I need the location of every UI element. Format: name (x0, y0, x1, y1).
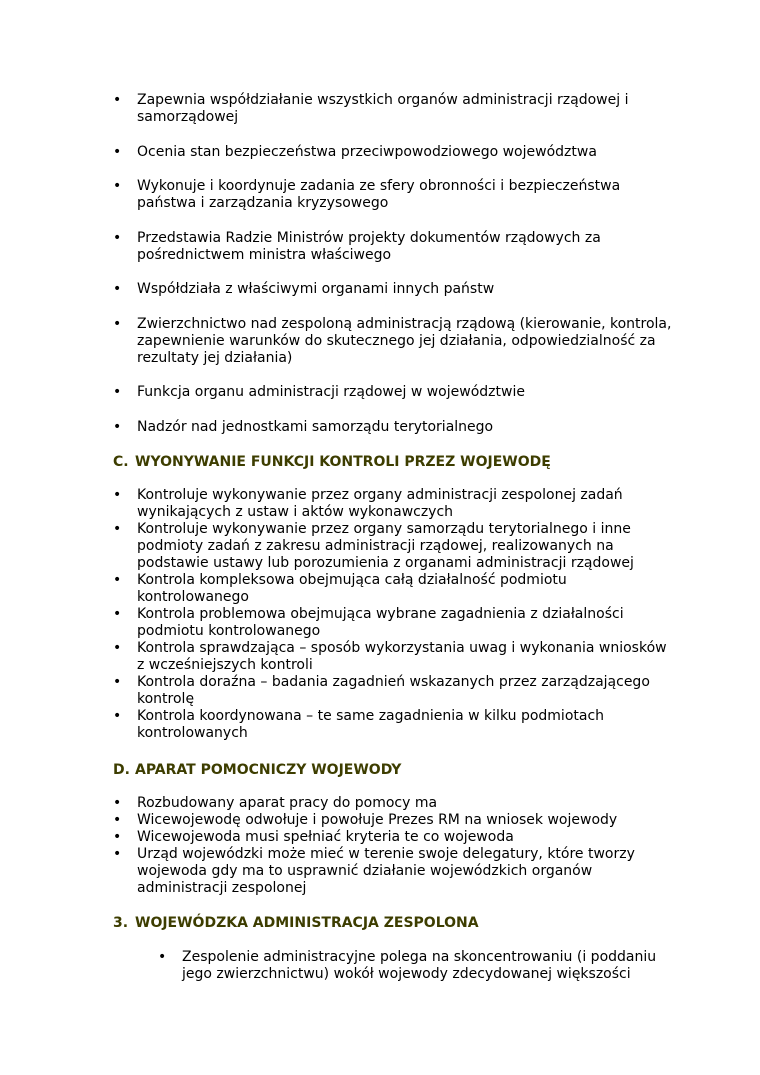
list-item-text: Wicewojewoda musi spełniać kryteria te co wojewoda (137, 829, 514, 845)
list-item (113, 829, 673, 846)
bullet-icon: • (113, 315, 122, 332)
list-item-text: Zwierzchnictwo nad zespoloną administracją rządową (kierowanie, kontrola, zapewnienie warunków do skutecznego jej działania, odpowiedzialność za rezultaty jej działania) (137, 315, 672, 366)
list-item (113, 384, 673, 401)
bullet-icon: • (113, 384, 122, 400)
list-item-text: Kontrola doraźna – badania zagadnień wskazanych przez zarządzającego kontrolę (137, 674, 650, 707)
bullet-icon: • (113, 812, 122, 828)
list-item-text: Urząd wojewódzki może mieć w terenie swoje delegatury, które tworzy wojewoda gdy ma to usprawnić działanie wojewódzkich organów administracji zespolonej (137, 846, 635, 896)
bullet-icon: • (113, 521, 122, 537)
list-item-text: Rozbudowany aparat pracy do pomocy ma (137, 795, 438, 811)
list-item (113, 144, 673, 161)
bullet-icon: • (113, 143, 122, 160)
list-item-text: Wykonuje i koordynuje zadania ze sfery obronności i bezpieczeństwa państwa i zarządzania kryzysowego (137, 178, 621, 211)
section-title: WOJEWÓDZKA ADMINISTRACJA ZESPOLONA (135, 915, 479, 931)
list-item (113, 708, 673, 742)
bullet-icon: • (113, 92, 122, 108)
list-item (113, 178, 673, 212)
bullet-icon: • (113, 674, 122, 690)
section-number: 3. (113, 915, 129, 931)
section-heading-c (113, 454, 551, 471)
bullet-icon: • (113, 708, 122, 724)
bullet-list-c (113, 487, 673, 742)
list-item-text: Zespolenie administracyjne polega na skoncentrowaniu (i poddaniu jego zwierzchnictwu) wokół wojewody zdecydowanej większości (182, 949, 657, 982)
list-item (113, 572, 673, 606)
list-item (113, 640, 673, 674)
bullet-icon: • (113, 640, 122, 656)
list-item-text: Ocenia stan bezpieczeństwa przeciwpowodziowego województwa (137, 143, 597, 160)
list-item-text: Kontrola kompleksowa obejmująca całą działalność podmiotu kontrolowanego (137, 572, 567, 605)
bullet-icon: • (113, 846, 122, 862)
list-item (113, 795, 673, 812)
bullet-icon: • (113, 487, 122, 503)
bullet-icon: • (113, 418, 122, 435)
section-title: WYONYWANIE FUNKCJI KONTROLI PRZEZ WOJEWODĘ (135, 454, 551, 470)
list-item (113, 281, 673, 298)
bullet-icon: • (113, 281, 122, 297)
list-item-text: Przedstawia Radzie Ministrów projekty dokumentów rządowych za pośrednictwem ministra właściwego (137, 229, 601, 263)
bullet-list-a (113, 92, 673, 453)
bullet-list-3 (158, 949, 658, 983)
bullet-icon: • (158, 949, 167, 965)
list-item-text: Kontrola koordynowana – te same zagadnienia w kilku podmiotach kontrolowanych (137, 708, 605, 741)
bullet-icon: • (113, 178, 122, 194)
list-item-text: Kontroluje wykonywanie przez organy samorządu terytorialnego i inne podmioty zadań z zakresu administracji rządowej, realizowanych na podstawie ustawy lub porozumienia z organami administracji rządowej (137, 521, 634, 571)
section-heading-d (113, 762, 401, 779)
list-item-text: Współdziała z właściwymi organami innych państw (137, 281, 495, 297)
list-item-text: Wicewojewodę odwołuje i powołuje Prezes RM na wniosek wojewody (137, 812, 618, 828)
list-item (113, 487, 673, 521)
bullet-icon: • (113, 229, 122, 246)
list-item-text: Kontroluje wykonywanie przez organy administracji zespolonej zadań wynikających z ustaw i aktów wykonawczych (137, 487, 623, 520)
list-item (113, 674, 673, 708)
list-item-text: Kontrola sprawdzająca – sposób wykorzystania uwag i wykonania wniosków z wcześniejszych kontroli (137, 640, 667, 673)
list-item (113, 812, 673, 829)
list-item (113, 521, 673, 572)
section-number: C. (113, 454, 129, 470)
bullet-icon: • (113, 829, 122, 845)
list-item (113, 92, 673, 126)
list-item-text: Nadzór nad jednostkami samorządu terytorialnego (137, 418, 494, 435)
section-heading-3 (113, 915, 479, 932)
bullet-icon: • (113, 606, 122, 622)
list-item (113, 230, 673, 264)
section-title: APARAT POMOCNICZY WOJEWODY (135, 762, 402, 778)
list-item (158, 949, 658, 983)
list-item (113, 846, 673, 897)
section-number: D. (113, 762, 130, 778)
bullet-list-d (113, 795, 673, 897)
list-item-text: Kontrola problemowa obejmująca wybrane zagadnienia z działalności podmiotu kontrolowanego (137, 606, 624, 639)
bullet-icon: • (113, 795, 122, 811)
list-item (113, 419, 673, 436)
list-item-text: Funkcja organu administracji rządowej w województwie (137, 384, 525, 400)
list-item-text: Zapewnia współdziałanie wszystkich organów administracji rządowej i samorządowej (137, 92, 629, 125)
bullet-icon: • (113, 572, 122, 588)
list-item (113, 316, 673, 367)
list-item (113, 606, 673, 640)
